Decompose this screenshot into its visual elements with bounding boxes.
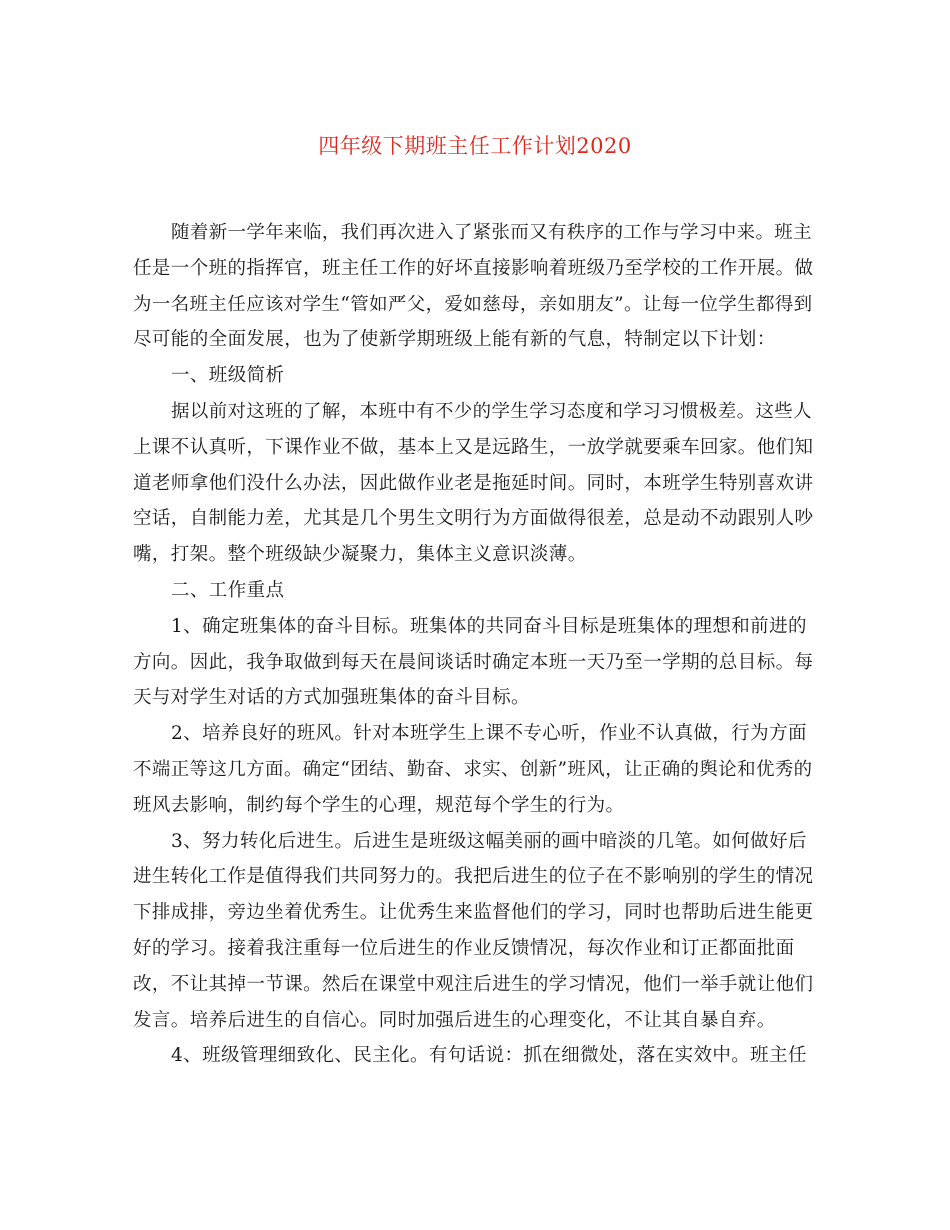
text-line: 进生转化工作是值得我们共同努力的。我把后进生的位子在不影响别的学生的情况 <box>133 866 814 888</box>
text-line: 据以前对这班的了解，本班中有不少的学生学习态度和学习习惯极差。这些人 <box>171 400 813 422</box>
text-line: 班风去影响，制约每个学生的心理，规范每个学生的行为。 <box>133 794 625 816</box>
text-line: 二、工作重点 <box>171 579 285 601</box>
text-line: 2、培养良好的班风。针对本班学生上课不专心听，作业不认真做，行为方面 <box>171 723 807 745</box>
document-body <box>133 215 813 1074</box>
text-line: 任是一个班的指挥官，班主任工作的好坏直接影响着班级乃至学校的工作开展。做 <box>133 257 814 279</box>
text-line: 方向。因此，我争取做到每天在晨间谈话时确定本班一天乃至一学期的总目标。每 <box>133 651 814 673</box>
text-line: 道老师拿他们没什么办法，因此做作业老是拖延时间。同时，本班学生特别喜欢讲 <box>133 472 814 494</box>
text-line: 嘴，打架。整个班级缺少凝聚力，集体主义意识淡薄。 <box>133 544 587 566</box>
text-line: 发言。培养后进生的自信心。同时加强后进生的心理变化，不让其自暴自弃。 <box>133 1009 776 1031</box>
text-line: 为一名班主任应该对学生“管如严父，爱如慈母，亲如朋友”。让每一位学生都得到 <box>133 293 813 315</box>
text-line: 好的学习。接着我注重每一位后进生的作业反馈情况，每次作业和订正都面批面 <box>133 937 795 959</box>
text-line: 上课不认真听，下课作业不做，基本上又是远路生，一放学就要乘车回家。他们知 <box>133 436 814 458</box>
document-title: 四年级下期班主任工作计划2020 <box>318 134 632 158</box>
text-line: 3、努力转化后进生。后进生是班级这幅美丽的画中暗淡的几笔。如何做好后 <box>171 830 807 852</box>
text-line: 随着新一学年来临，我们再次进入了紧张而又有秩序的工作与学习中来。班主 <box>171 222 813 243</box>
text-line: 尽可能的全面发展，也为了使新学期班级上能有新的气息，特制定以下计划： <box>133 329 776 351</box>
text-line: 空话，自制能力差，尤其是几个男生文明行为方面做得很差，总是动不动跟别人吵 <box>133 508 814 530</box>
text-line: 天与对学生对话的方式加强班集体的奋斗目标。 <box>133 687 530 709</box>
text-line: 下排成排，旁边坐着优秀生。让优秀生来监督他们的学习，同时也帮助后进生能更 <box>133 902 814 924</box>
text-line: 1、确定班集体的奋斗目标。班集体的共同奋斗目标是班集体的理想和前进的 <box>171 615 807 637</box>
text-line: 改，不让其掉一节课。然后在课堂中观注后进生的学习情况，他们一举手就让他们 <box>133 973 814 995</box>
text-line: 4、班级管理细致化、民主化。有句话说：抓在细微处，落在实效中。班主任 <box>171 1045 807 1067</box>
text-line: 一、班级简析 <box>171 365 285 387</box>
text-line: 不端正等这几方面。确定“团结、勤奋、求实、创新”班风，让正确的舆论和优秀的 <box>133 758 813 780</box>
